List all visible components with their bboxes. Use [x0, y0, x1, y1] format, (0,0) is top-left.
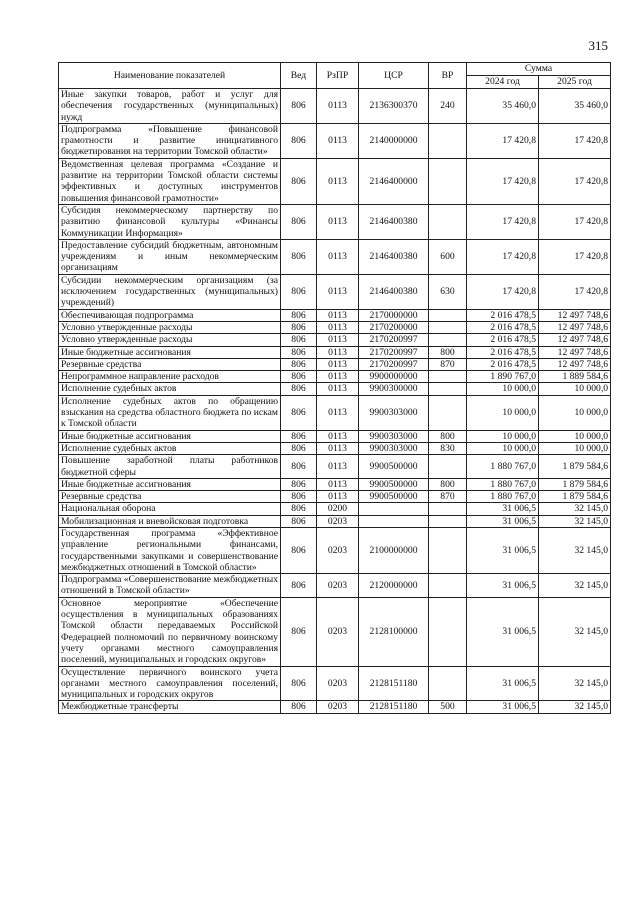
- row-name: Национальная оборона: [59, 503, 281, 515]
- table-row: [59, 334, 611, 346]
- row-csr: 2128151180: [359, 666, 429, 701]
- row-sum-2024: 2 016 478,5: [467, 346, 539, 358]
- table-row: [59, 395, 611, 430]
- row-ved: 806: [281, 346, 317, 358]
- header-ved: Вед: [281, 63, 317, 89]
- row-ved: 806: [281, 515, 317, 527]
- row-rzpr: 0113: [317, 309, 359, 321]
- row-sum-2024: 2 016 478,5: [467, 334, 539, 346]
- row-ved: 806: [281, 321, 317, 333]
- row-rzpr: 0203: [317, 574, 359, 598]
- row-vr: [429, 527, 467, 573]
- row-rzpr: 0203: [317, 515, 359, 527]
- row-sum-2025: 17 420,8: [539, 123, 611, 158]
- row-name: Ведомственная целевая программа «Создание и развитие на территории Томской области системы эффективных и доступных инструментов повышения финансовой грамотности»: [59, 158, 281, 204]
- row-sum-2025: 10 000,0: [539, 395, 611, 430]
- row-sum-2024: 31 006,5: [467, 527, 539, 573]
- row-name: Резервные средства: [59, 491, 281, 503]
- row-ved: 806: [281, 371, 317, 383]
- row-rzpr: 0113: [317, 204, 359, 239]
- header-rzpr: РзПР: [317, 63, 359, 89]
- row-sum-2025: 12 497 748,6: [539, 321, 611, 333]
- row-sum-2024: 17 420,8: [467, 239, 539, 274]
- table-row: [59, 515, 611, 527]
- row-vr: 240: [429, 89, 467, 124]
- row-ved: 806: [281, 527, 317, 573]
- row-rzpr: 0203: [317, 527, 359, 573]
- row-name: Иные закупки товаров, работ и услуг для обеспечения государственных (муниципальных) нужд: [59, 89, 281, 124]
- table-row: [59, 503, 611, 515]
- row-name: Основное мероприятие «Обеспечение осуществления в муниципальных образованиях Томской области передаваемых Российской Федерацией полномочий по первичному воинскому учету органами местного самоуправления поселений, муниципальных и городских округов»: [59, 597, 281, 666]
- row-csr: 9900500000: [359, 491, 429, 503]
- row-rzpr: 0113: [317, 430, 359, 442]
- row-rzpr: 0113: [317, 239, 359, 274]
- header-sum: Сумма: [467, 63, 611, 76]
- table-row: [59, 666, 611, 701]
- row-sum-2025: 12 497 748,6: [539, 346, 611, 358]
- table-row: [59, 430, 611, 442]
- row-csr: 9900303000: [359, 430, 429, 442]
- row-vr: [429, 666, 467, 701]
- row-name: Исполнение судебных актов: [59, 442, 281, 454]
- row-ved: 806: [281, 503, 317, 515]
- row-rzpr: 0113: [317, 158, 359, 204]
- row-sum-2025: 12 497 748,6: [539, 334, 611, 346]
- row-sum-2025: 17 420,8: [539, 158, 611, 204]
- row-name: Мобилизационная и вневойсковая подготовка: [59, 515, 281, 527]
- row-vr: [429, 321, 467, 333]
- row-csr: 2128151180: [359, 701, 429, 713]
- row-ved: 806: [281, 442, 317, 454]
- table-row: [59, 478, 611, 490]
- row-name: Иные бюджетные ассигнования: [59, 430, 281, 442]
- row-sum-2024: 10 000,0: [467, 430, 539, 442]
- row-rzpr: 0203: [317, 666, 359, 701]
- row-rzpr: 0113: [317, 358, 359, 370]
- row-rzpr: 0113: [317, 395, 359, 430]
- row-sum-2024: 31 006,5: [467, 666, 539, 701]
- row-vr: [429, 597, 467, 666]
- row-ved: 806: [281, 455, 317, 479]
- row-rzpr: 0113: [317, 334, 359, 346]
- row-name: Государственная программа «Эффективное управление региональными финансами, государственными закупками и совершенствование межбюджетных отношений в Томской области»: [59, 527, 281, 573]
- table-row: [59, 158, 611, 204]
- row-csr: 2100000000: [359, 527, 429, 573]
- row-rzpr: 0203: [317, 597, 359, 666]
- row-vr: [429, 309, 467, 321]
- row-csr: 9900500000: [359, 455, 429, 479]
- table-row: [59, 455, 611, 479]
- row-sum-2024: 31 006,5: [467, 574, 539, 598]
- row-sum-2024: 1 890 767,0: [467, 371, 539, 383]
- row-sum-2025: 32 145,0: [539, 515, 611, 527]
- row-sum-2024: 1 880 767,0: [467, 491, 539, 503]
- row-sum-2025: 32 145,0: [539, 574, 611, 598]
- row-rzpr: 0203: [317, 701, 359, 713]
- row-csr: 2170200997: [359, 334, 429, 346]
- row-vr: [429, 383, 467, 395]
- row-ved: 806: [281, 574, 317, 598]
- row-sum-2025: 32 145,0: [539, 701, 611, 713]
- row-ved: 806: [281, 701, 317, 713]
- row-vr: 870: [429, 491, 467, 503]
- row-name: Резервные средства: [59, 358, 281, 370]
- row-vr: [429, 371, 467, 383]
- table-row: [59, 204, 611, 239]
- row-vr: 800: [429, 478, 467, 490]
- row-csr: 2140000000: [359, 123, 429, 158]
- table-row: [59, 346, 611, 358]
- row-ved: 806: [281, 274, 317, 309]
- row-csr: 2170200000: [359, 321, 429, 333]
- row-csr: 2136300370: [359, 89, 429, 124]
- row-name: Непрограммное направление расходов: [59, 371, 281, 383]
- row-name: Осуществление первичного воинского учета органами местного самоуправления поселений, муниципальных и городских округов: [59, 666, 281, 701]
- table-row: [59, 321, 611, 333]
- row-csr: 9900303000: [359, 395, 429, 430]
- row-sum-2025: 32 145,0: [539, 666, 611, 701]
- row-sum-2025: 1 879 584,6: [539, 478, 611, 490]
- header-year-2024: 2024 год: [467, 76, 539, 89]
- row-vr: [429, 515, 467, 527]
- row-vr: 630: [429, 274, 467, 309]
- row-csr: 9900500000: [359, 478, 429, 490]
- header-year-2025: 2025 год: [539, 76, 611, 89]
- row-sum-2025: 17 420,8: [539, 274, 611, 309]
- table-row: [59, 597, 611, 666]
- row-csr: 2146400380: [359, 204, 429, 239]
- row-sum-2024: 2 016 478,5: [467, 358, 539, 370]
- row-sum-2024: 17 420,8: [467, 158, 539, 204]
- table-row: [59, 574, 611, 598]
- row-csr: [359, 515, 429, 527]
- row-ved: 806: [281, 597, 317, 666]
- page-number: 315: [588, 38, 608, 53]
- row-ved: 806: [281, 383, 317, 395]
- row-sum-2025: 1 879 584,6: [539, 491, 611, 503]
- row-csr: 9900000000: [359, 371, 429, 383]
- row-sum-2024: 17 420,8: [467, 123, 539, 158]
- table-row: [59, 89, 611, 124]
- row-ved: 806: [281, 430, 317, 442]
- row-name: Обеспечивающая подпрограмма: [59, 309, 281, 321]
- row-name: Исполнение судебных актов: [59, 383, 281, 395]
- table-row: [59, 383, 611, 395]
- table-row: [59, 527, 611, 573]
- row-rzpr: 0113: [317, 442, 359, 454]
- row-vr: 800: [429, 346, 467, 358]
- row-csr: 2170000000: [359, 309, 429, 321]
- row-vr: [429, 574, 467, 598]
- row-sum-2025: 1 879 584,6: [539, 455, 611, 479]
- row-csr: 9900303000: [359, 442, 429, 454]
- row-csr: 2170200997: [359, 358, 429, 370]
- row-csr: 2170200997: [359, 346, 429, 358]
- row-sum-2024: 31 006,5: [467, 597, 539, 666]
- row-vr: [429, 204, 467, 239]
- row-vr: 800: [429, 430, 467, 442]
- row-ved: 806: [281, 309, 317, 321]
- row-name: Межбюджетные трансферты: [59, 701, 281, 713]
- row-sum-2025: 32 145,0: [539, 503, 611, 515]
- row-name: Подпрограмма «Совершенствование межбюджетных отношений в Томской области»: [59, 574, 281, 598]
- row-name: Субсидии некоммерческим организациям (за исключением государственных (муниципальных) учреждений): [59, 274, 281, 309]
- row-csr: 2128100000: [359, 597, 429, 666]
- header-vr: ВР: [429, 63, 467, 89]
- row-sum-2025: 32 145,0: [539, 597, 611, 666]
- table-row: [59, 371, 611, 383]
- row-sum-2024: 31 006,5: [467, 515, 539, 527]
- row-ved: 806: [281, 666, 317, 701]
- row-sum-2024: 10 000,0: [467, 442, 539, 454]
- row-csr: 2146400000: [359, 158, 429, 204]
- row-ved: 806: [281, 123, 317, 158]
- row-sum-2025: 12 497 748,6: [539, 358, 611, 370]
- row-sum-2025: 17 420,8: [539, 239, 611, 274]
- row-vr: [429, 455, 467, 479]
- header-csr: ЦСР: [359, 63, 429, 89]
- row-sum-2025: 17 420,8: [539, 204, 611, 239]
- row-sum-2025: 10 000,0: [539, 383, 611, 395]
- row-name: Исполнение судебных актов по обращению взыскания на средства областного бюджета по искам к Томской области: [59, 395, 281, 430]
- row-vr: 830: [429, 442, 467, 454]
- row-sum-2025: 10 000,0: [539, 430, 611, 442]
- row-csr: 2146400380: [359, 239, 429, 274]
- row-ved: 806: [281, 478, 317, 490]
- table-row: [59, 239, 611, 274]
- row-sum-2025: 12 497 748,6: [539, 309, 611, 321]
- row-rzpr: 0113: [317, 491, 359, 503]
- row-sum-2025: 32 145,0: [539, 527, 611, 573]
- table-row: [59, 309, 611, 321]
- table-row: [59, 358, 611, 370]
- header-name: Наименование показателей: [59, 63, 281, 89]
- row-sum-2025: 35 460,0: [539, 89, 611, 124]
- row-rzpr: 0113: [317, 383, 359, 395]
- row-name: Иные бюджетные ассигнования: [59, 346, 281, 358]
- row-ved: 806: [281, 395, 317, 430]
- table-row: [59, 491, 611, 503]
- table-row: [59, 442, 611, 454]
- row-rzpr: 0113: [317, 321, 359, 333]
- row-rzpr: 0113: [317, 371, 359, 383]
- row-csr: 9900300000: [359, 383, 429, 395]
- row-name: Субсидия некоммерческому партнерству по развитию финансовой культуры «Финансы Коммуникации Информация»: [59, 204, 281, 239]
- row-sum-2025: 1 889 584,6: [539, 371, 611, 383]
- row-rzpr: 0113: [317, 455, 359, 479]
- row-ved: 806: [281, 158, 317, 204]
- budget-table: [58, 62, 611, 714]
- row-csr: 2146400380: [359, 274, 429, 309]
- row-ved: 806: [281, 89, 317, 124]
- row-rzpr: 0113: [317, 274, 359, 309]
- row-sum-2024: 31 006,5: [467, 701, 539, 713]
- row-ved: 806: [281, 491, 317, 503]
- row-sum-2025: 10 000,0: [539, 442, 611, 454]
- row-sum-2024: 31 006,5: [467, 503, 539, 515]
- row-ved: 806: [281, 334, 317, 346]
- table-body: [59, 89, 611, 714]
- row-name: Иные бюджетные ассигнования: [59, 478, 281, 490]
- row-sum-2024: 2 016 478,5: [467, 321, 539, 333]
- row-csr: [359, 503, 429, 515]
- row-sum-2024: 1 880 767,0: [467, 478, 539, 490]
- row-name: Подпрограмма «Повышение финансовой грамотности и развитие инициативного бюджетирования на территории Томской области»: [59, 123, 281, 158]
- row-rzpr: 0113: [317, 346, 359, 358]
- row-vr: [429, 334, 467, 346]
- row-rzpr: 0113: [317, 123, 359, 158]
- row-sum-2024: 17 420,8: [467, 204, 539, 239]
- row-sum-2024: 17 420,8: [467, 274, 539, 309]
- row-sum-2024: 10 000,0: [467, 395, 539, 430]
- row-rzpr: 0200: [317, 503, 359, 515]
- row-ved: 806: [281, 239, 317, 274]
- table-row: [59, 701, 611, 713]
- row-vr: [429, 503, 467, 515]
- row-vr: [429, 158, 467, 204]
- row-sum-2024: 10 000,0: [467, 383, 539, 395]
- row-sum-2024: 35 460,0: [467, 89, 539, 124]
- row-vr: 600: [429, 239, 467, 274]
- row-sum-2024: 1 880 767,0: [467, 455, 539, 479]
- row-vr: [429, 123, 467, 158]
- row-ved: 806: [281, 204, 317, 239]
- row-name: Предоставление субсидий бюджетным, автономным учреждениям и иным некоммерческим организациям: [59, 239, 281, 274]
- row-name: Условно утвержденные расходы: [59, 334, 281, 346]
- row-rzpr: 0113: [317, 89, 359, 124]
- row-name: Условно утвержденные расходы: [59, 321, 281, 333]
- row-ved: 806: [281, 358, 317, 370]
- row-name: Повышение заработной платы работников бюджетной сферы: [59, 455, 281, 479]
- row-rzpr: 0113: [317, 478, 359, 490]
- row-vr: [429, 395, 467, 430]
- row-sum-2024: 2 016 478,5: [467, 309, 539, 321]
- table-row: [59, 274, 611, 309]
- table-row: [59, 123, 611, 158]
- row-vr: 870: [429, 358, 467, 370]
- row-vr: 500: [429, 701, 467, 713]
- row-csr: 2120000000: [359, 574, 429, 598]
